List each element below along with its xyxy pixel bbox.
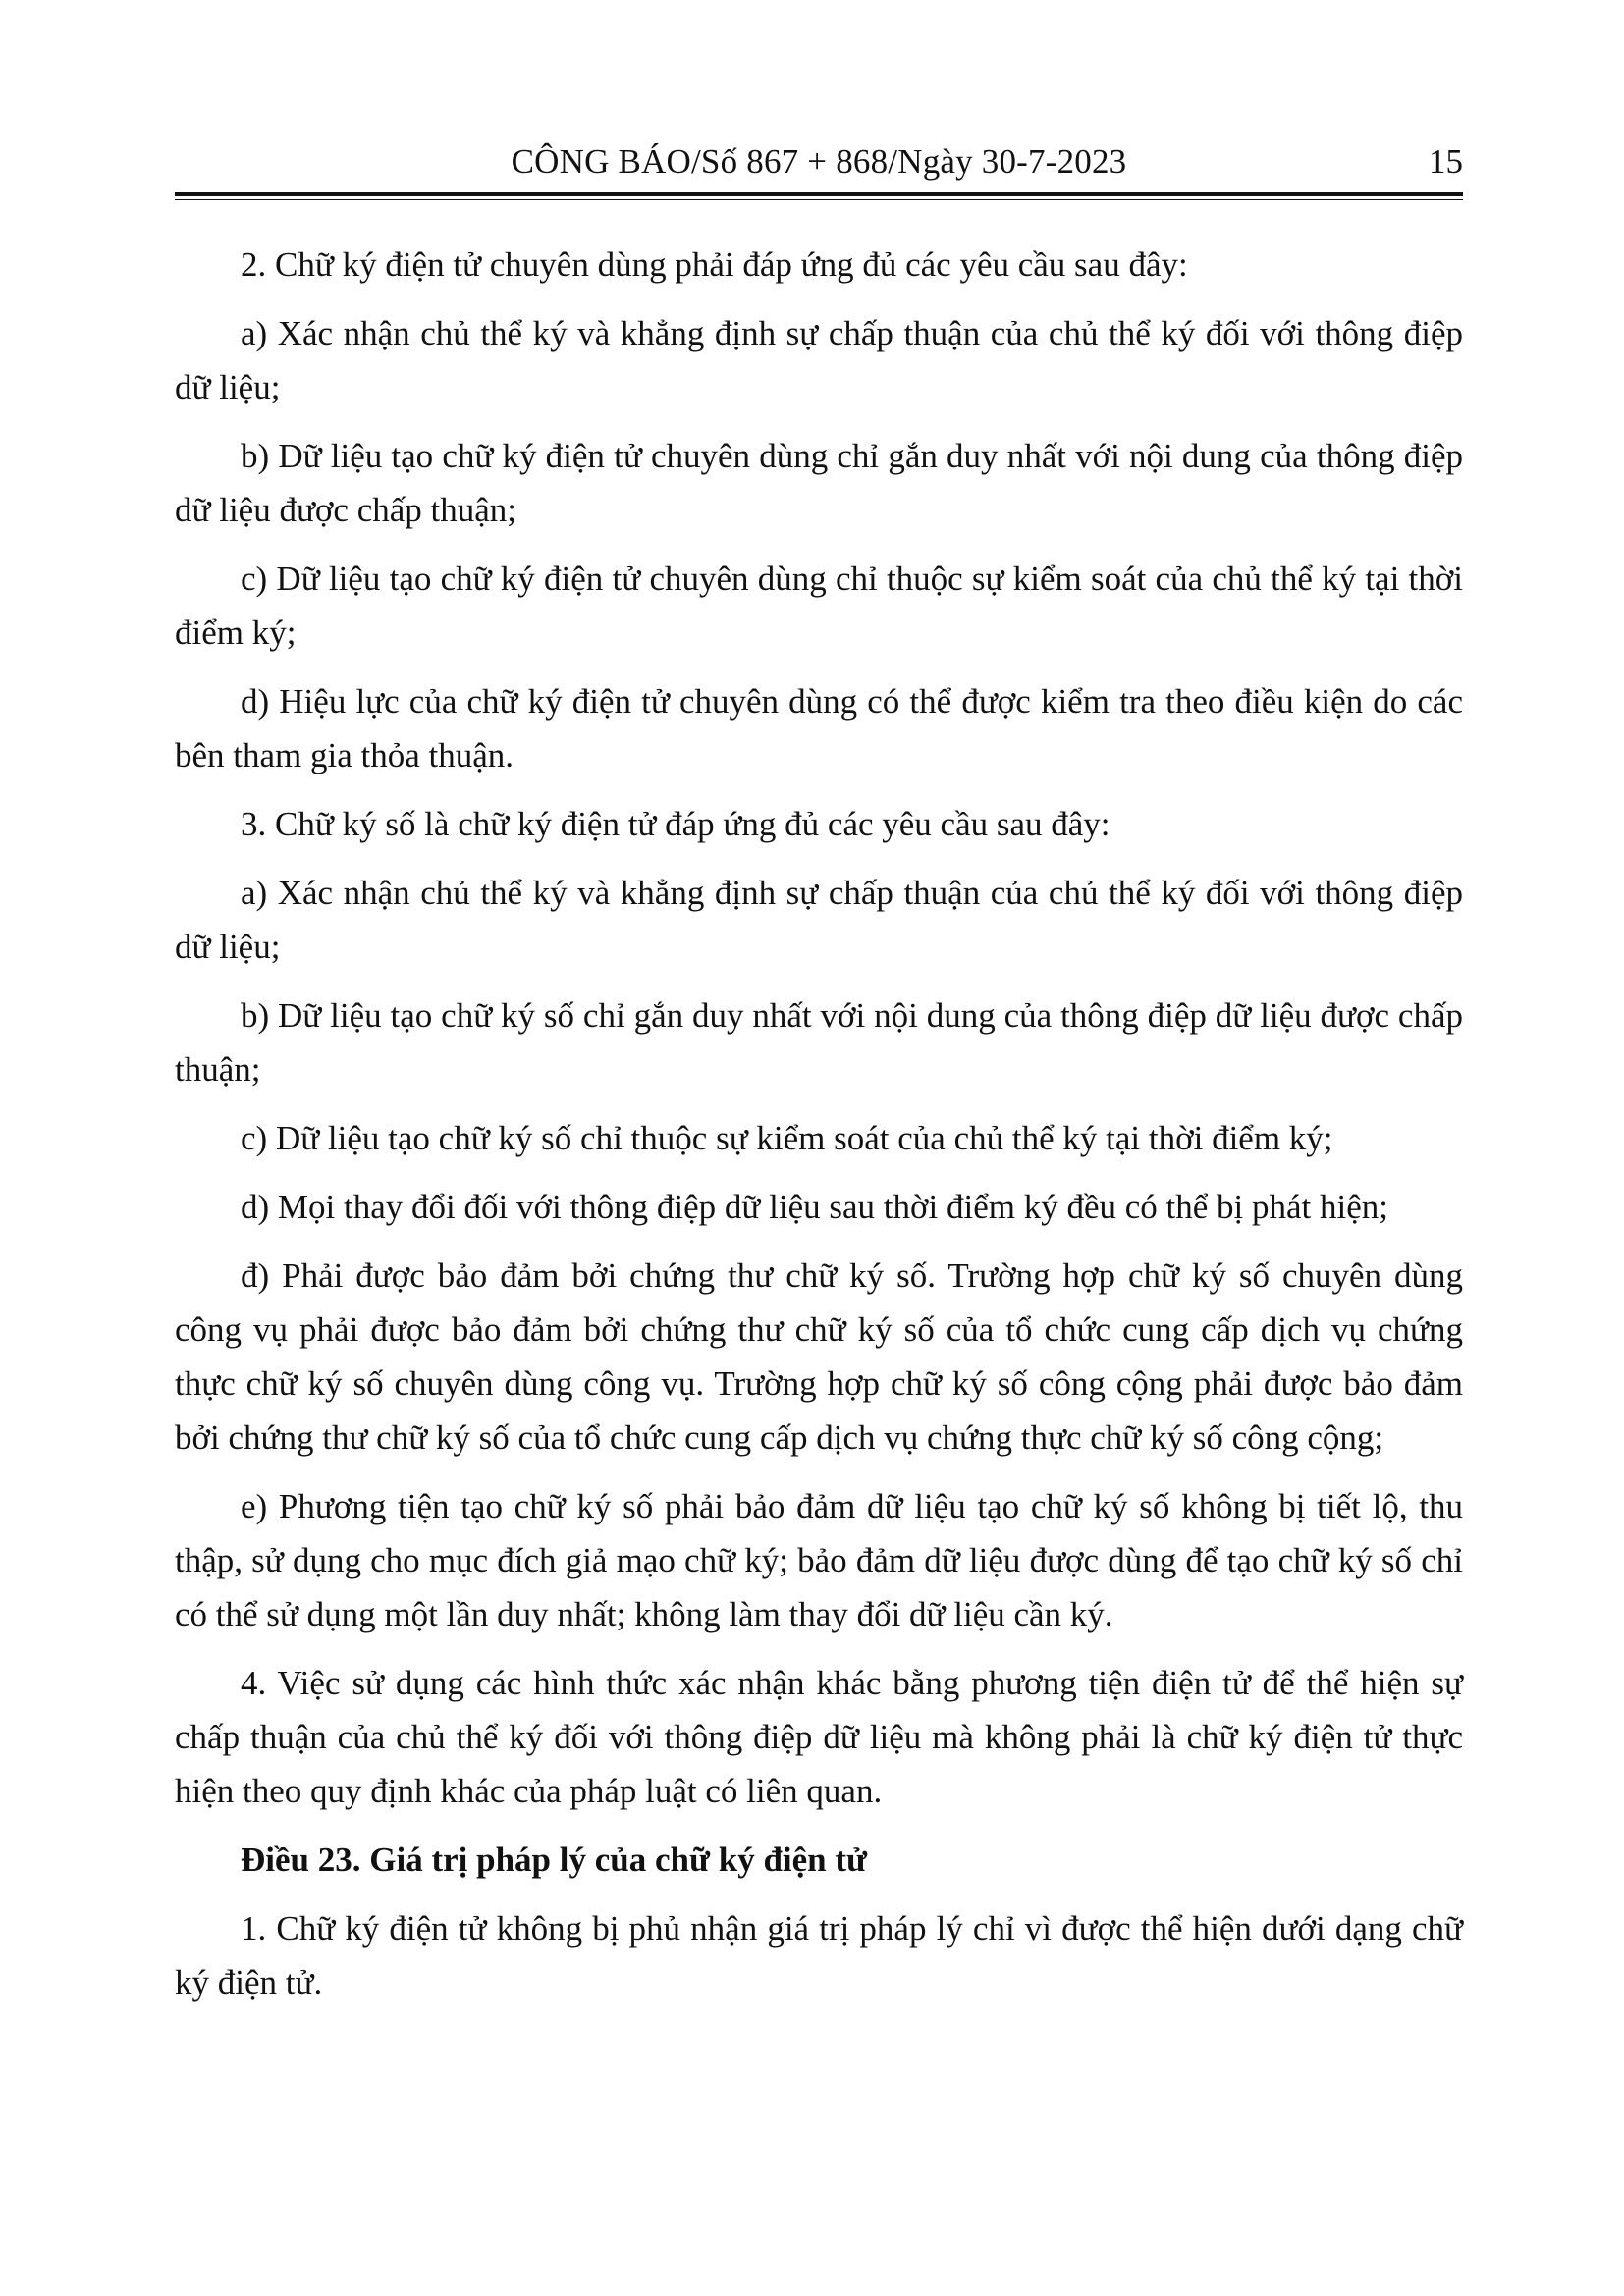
paragraph-article-23-clause-1: 1. Chữ ký điện tử không bị phủ nhận giá trị pháp lý chỉ vì được thể hiện dưới dạng chữ ký điện tử. [175, 1909, 1463, 2002]
paragraph-clause-3e: e) Phương tiện tạo chữ ký số phải bảo đảm dữ liệu tạo chữ ký số không bị tiết lộ, thu thập, sử dụng cho mục đích giả mạo chữ ký; bảo đảm dữ liệu được dùng để tạo chữ ký số chỉ có thể sử dụng một lần duy nhất; không làm thay đổi dữ liệu cần ký. [175, 1487, 1463, 1633]
paragraph-clause-2d: d) Hiệu lực của chữ ký điện tử chuyên dùng có thể được kiểm tra theo điều kiện do các bên tham gia thỏa thuận. [175, 682, 1463, 774]
paragraph-clause-4: 4. Việc sử dụng các hình thức xác nhận khác bằng phương tiện điện tử để thể hiện sự chấp thuận của chủ thể ký đối với thông điệp dữ liệu mà không phải là chữ ký điện tử thực hiện theo quy định khác của pháp luật có liên quan. [175, 1664, 1463, 1810]
header-rule-thin [175, 199, 1463, 200]
page-header [175, 139, 1463, 185]
document-body [175, 238, 1463, 2024]
paragraph-clause-3b: b) Dữ liệu tạo chữ ký số chỉ gắn duy nhất với nội dung của thông điệp dữ liệu được chấp thuận; [175, 996, 1463, 1089]
paragraph-clause-3d: d) Mọi thay đổi đối với thông điệp dữ liệu sau thời điểm ký đều có thể bị phát hiện; [241, 1188, 1389, 1226]
paragraph-clause-3dd: đ) Phải được bảo đảm bởi chứng thư chữ ký số. Trường hợp chữ ký số chuyên dùng công vụ phải được bảo đảm bởi chứng thư chữ ký số của tổ chức cung cấp dịch vụ chứng thực chữ ký số chuyên dùng công vụ. Trường hợp chữ ký số công cộng phải được bảo đảm bởi chứng thư chữ ký số của tổ chức cung cấp dịch vụ chứng thực chữ ký số công cộng; [175, 1256, 1463, 1457]
paragraph-clause-3: 3. Chữ ký số là chữ ký điện tử đáp ứng đủ các yêu cầu sau đây: [241, 805, 1110, 843]
page-number: 15 [1429, 142, 1463, 181]
paragraph-clause-2c: c) Dữ liệu tạo chữ ký điện tử chuyên dùng chỉ thuộc sự kiểm soát của chủ thể ký tại thời điểm ký; [175, 560, 1463, 652]
paragraph-clause-2a: a) Xác nhận chủ thể ký và khẳng định sự chấp thuận của chủ thể ký đối với thông điệp dữ liệu; [175, 314, 1463, 406]
paragraph-clause-3a: a) Xác nhận chủ thể ký và khẳng định sự chấp thuận của chủ thể ký đối với thông điệp dữ liệu; [175, 874, 1463, 966]
paragraph-clause-2b: b) Dữ liệu tạo chữ ký điện tử chuyên dùng chỉ gắn duy nhất với nội dung của thông điệp dữ liệu được chấp thuận; [175, 437, 1463, 529]
header-rule-thick [175, 192, 1463, 196]
paragraph-clause-3c: c) Dữ liệu tạo chữ ký số chỉ thuộc sự kiểm soát của chủ thể ký tại thời điểm ký; [241, 1119, 1333, 1157]
paragraph-clause-2: 2. Chữ ký điện tử chuyên dùng phải đáp ứng đủ các yêu cầu sau đây: [241, 245, 1188, 284]
article-23-heading: Điều 23. Giá trị pháp lý của chữ ký điện tử [241, 1841, 868, 1879]
gazette-header-title: CÔNG BÁO/Số 867 + 868/Ngày 30-7-2023 [511, 142, 1127, 181]
